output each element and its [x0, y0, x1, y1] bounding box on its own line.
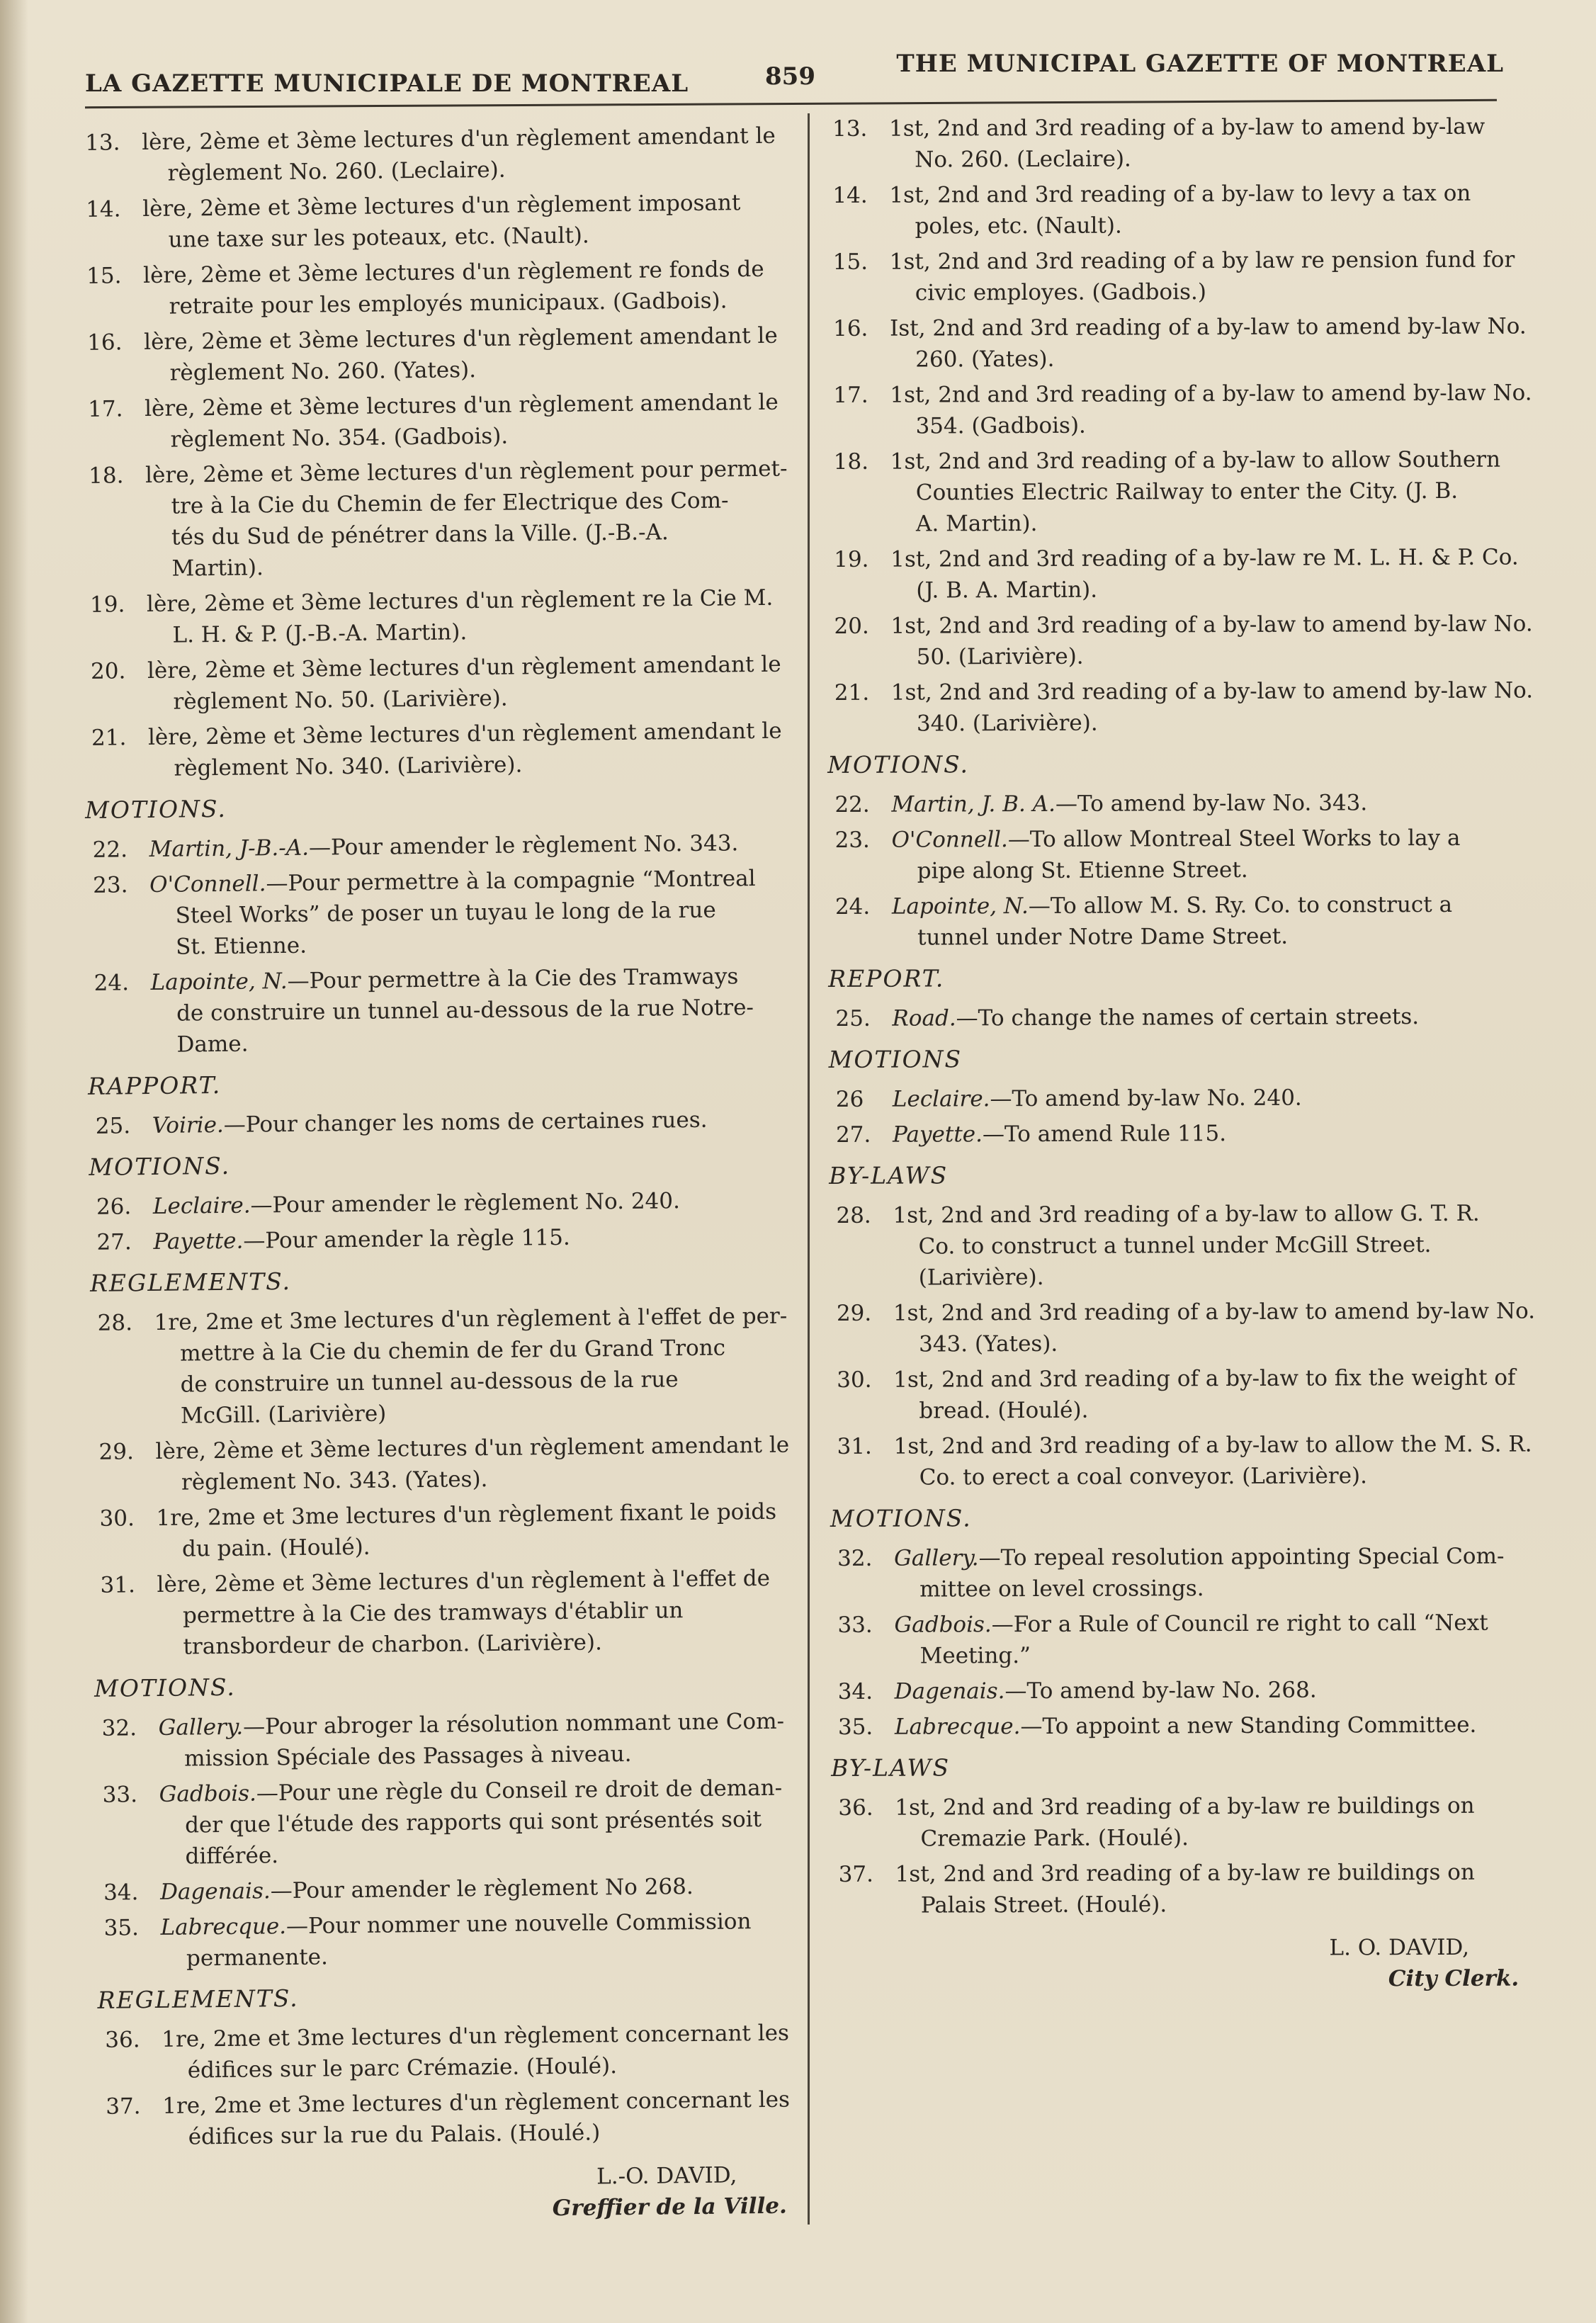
item-text — [893, 1295, 1538, 1360]
item-first-line: —Pour permettre à la Cie des Tramways — [287, 963, 739, 994]
item-text — [147, 582, 792, 651]
item-number: 31. — [100, 1572, 136, 1598]
item-text — [156, 1496, 801, 1565]
item-number: 26. — [96, 1194, 132, 1220]
item-first-line: lère, 2ème et 3ème lectures d'un règlement amendant le — [147, 718, 782, 751]
item-continuation-line: A. Martin). — [915, 510, 1038, 537]
item-continuation-line: 50. (Larivière). — [916, 643, 1084, 670]
section-heading-reglements: REGLEMENTS. — [97, 1984, 299, 2014]
item-continuation-line: civic employes. (Gadbois.) — [915, 279, 1206, 306]
item-first-line: 1re, 2me et 3me lectures d'un règlement concernant les — [162, 2086, 791, 2119]
mover-name: Gallery. — [158, 1714, 244, 1741]
item-first-line: 1re, 2me et 3me lectures d'un règlement fixant le poids — [156, 1498, 777, 1531]
item-continuation-line: Co. to construct a tunnel under McGill Street. — [918, 1232, 1432, 1260]
item-number: 18. — [833, 448, 869, 475]
item-number: 32. — [101, 1715, 137, 1741]
item-text — [895, 1856, 1540, 1921]
agenda-item — [79, 187, 788, 256]
item-first-line: —Pour amender le règlement No 268. — [270, 1874, 694, 1904]
item-number: 27. — [835, 1121, 871, 1148]
item-text — [894, 1540, 1539, 1605]
agenda-item — [829, 1082, 1537, 1115]
agenda-item — [83, 582, 792, 651]
item-text — [889, 111, 1534, 176]
agenda-item — [832, 1856, 1540, 1921]
item-text — [890, 378, 1534, 442]
item-first-line: —Pour permettre à la compagnie “Montreal — [266, 866, 756, 897]
item-text — [889, 178, 1534, 242]
mover-name: Martin, J-B.-A. — [149, 835, 310, 863]
item-first-line: 1re, 2me et 3me lectures d'un règlement à l'effet de per- — [154, 1303, 788, 1335]
item-text — [149, 862, 795, 963]
item-text — [894, 1607, 1539, 1671]
item-text — [893, 1198, 1537, 1294]
item-first-line: —Pour abroger la résolution nommant une Com- — [242, 1708, 785, 1740]
item-number: 15. — [86, 263, 122, 289]
agenda-item — [98, 2017, 807, 2086]
agenda-item — [84, 715, 793, 784]
item-number: 17. — [833, 382, 868, 408]
agenda-item — [95, 1772, 804, 1872]
signature-name: L.-O. DAVID, — [596, 2162, 737, 2190]
agenda-item — [81, 387, 790, 456]
item-text — [890, 444, 1535, 540]
item-number: 28. — [836, 1202, 871, 1228]
item-number: 14. — [86, 196, 121, 222]
item-continuation-line: 343. (Yates). — [919, 1330, 1058, 1357]
item-text — [890, 609, 1535, 673]
agenda-item — [78, 120, 787, 190]
agenda-item — [89, 1184, 798, 1222]
item-continuation-line: Counties Electric Railway to enter the City. (J. B. — [915, 477, 1459, 506]
binding-shadow — [0, 0, 28, 2323]
item-text — [142, 187, 788, 256]
agenda-item — [79, 254, 788, 323]
item-continuation-line: Dame. — [176, 1031, 249, 1058]
section-heading-motions: MOTIONS — [828, 1045, 963, 1073]
item-first-line: lère, 2ème et 3ème lectures d'un règlement imposant — [142, 190, 741, 222]
page-header — [85, 43, 1504, 99]
item-text — [145, 387, 790, 456]
item-number: 23. — [93, 872, 128, 898]
item-continuation-line: règlement No. 343. (Yates). — [181, 1466, 488, 1496]
agenda-item — [84, 648, 793, 718]
item-first-line: —To repeal resolution appointing Special Com- — [978, 1543, 1505, 1571]
item-number: 33. — [102, 1782, 138, 1808]
item-number: 25. — [835, 1005, 871, 1031]
item-first-line: —Pour une règle du Conseil re droit de deman- — [256, 1775, 783, 1807]
item-number: 21. — [91, 725, 127, 751]
mover-name: Dagenais. — [894, 1678, 1005, 1705]
item-continuation-line: (J. B. A. Martin). — [916, 577, 1098, 604]
item-first-line: —Pour changer les noms de certaines rues. — [223, 1107, 708, 1138]
item-first-line: 1st, 2nd and 3rd reading of a by-law to allow Southern — [890, 446, 1501, 475]
item-first-line: —For a Rule of Council re right to call “Next — [991, 1610, 1488, 1638]
section-heading-motions: MOTIONS. — [94, 1673, 237, 1702]
item-first-line: 1st, 2nd and 3rd reading of a by-law to allow G. T. R. — [893, 1200, 1480, 1228]
agenda-item — [825, 178, 1534, 242]
item-text — [890, 244, 1534, 309]
item-continuation-line: poles, etc. (Nault). — [915, 213, 1122, 239]
item-number: 20. — [90, 658, 126, 684]
item-number: 31. — [837, 1433, 872, 1459]
item-first-line: Ist, 2nd and 3rd reading of a by-law to amend by-law No. — [889, 313, 1527, 341]
agenda-item — [827, 609, 1535, 673]
item-first-line: 1st, 2nd and 3rd reading of a by-law to allow the M. S. R. — [893, 1431, 1532, 1459]
item-continuation-line: tunnel under Notre Dame Street. — [917, 923, 1289, 951]
item-text — [162, 2084, 808, 2153]
item-text — [893, 1082, 1537, 1115]
mover-name: Voirie. — [152, 1112, 225, 1138]
item-continuation-line: de construire un tunnel au-dessous de la rue Notre- — [176, 995, 754, 1027]
agenda-item — [94, 1705, 803, 1775]
mover-name: O'Connell. — [891, 827, 1008, 853]
agenda-item — [89, 1103, 797, 1141]
header-french-title: LA GAZETTE MUNICIPALE DE MONTREAL — [85, 69, 689, 98]
item-text — [893, 1362, 1538, 1426]
agenda-item — [830, 1540, 1539, 1605]
agenda-item — [826, 244, 1534, 309]
item-number: 36. — [838, 1794, 873, 1821]
item-text — [143, 254, 788, 323]
item-continuation-line: règlement No. 260. (Yates). — [169, 357, 477, 386]
item-first-line: —Pour amender le règlement No. 343. — [308, 830, 739, 861]
item-continuation-line: du pain. (Houlé). — [181, 1534, 370, 1562]
item-continuation-line: édifices sur la rue du Palais. (Houlé.) — [188, 2120, 601, 2150]
agenda-item — [830, 1295, 1538, 1360]
item-text — [147, 648, 793, 718]
item-number: 34. — [837, 1678, 873, 1705]
agenda-item — [96, 1870, 805, 1908]
item-continuation-line: Palais Street. (Houlé). — [920, 1892, 1167, 1918]
item-text — [153, 1219, 798, 1257]
item-first-line: lère, 2ème et 3ème lectures d'un règlement re la Cie M. — [146, 584, 774, 618]
item-first-line: —To allow M. S. Ry. Co. to construct a — [1028, 891, 1453, 920]
item-continuation-line: (Larivière). — [918, 1264, 1044, 1291]
agenda-item — [831, 1709, 1539, 1742]
item-continuation-line: édifices sur le parc Crémazie. (Houlé). — [187, 2053, 618, 2084]
item-number: 30. — [99, 1505, 135, 1532]
agenda-item — [831, 1673, 1539, 1707]
item-continuation-line: St. Etienne. — [175, 932, 307, 960]
item-text — [893, 1117, 1537, 1151]
item-first-line: —To change the names of certain streets. — [956, 1004, 1420, 1031]
item-first-line: 1st, 2nd and 3rd reading of a by-law to levy a tax on — [889, 180, 1471, 208]
mover-name: Gadbois. — [894, 1612, 992, 1638]
french-column — [78, 120, 808, 2229]
mover-name: Road. — [892, 1005, 956, 1031]
item-first-line: —To amend by-law No. 240. — [990, 1085, 1302, 1112]
item-number: 21. — [834, 679, 870, 706]
item-number: 32. — [837, 1545, 873, 1571]
item-number: 24. — [834, 893, 871, 920]
section-heading-motions: MOTIONS. — [89, 1151, 231, 1181]
item-text — [158, 1705, 803, 1775]
item-number: 29. — [98, 1439, 135, 1465]
agenda-item — [830, 1428, 1538, 1493]
item-continuation-line: mettre à la Cie du chemin de fer du Grand Tronc — [179, 1335, 726, 1367]
item-text — [154, 1300, 800, 1432]
item-text — [895, 1790, 1539, 1854]
item-text — [160, 1870, 805, 1908]
item-first-line: —To allow Montreal Steel Works to lay a — [1007, 825, 1461, 853]
mover-name: Gadbois. — [159, 1780, 257, 1807]
item-first-line: —To amend by-law No. 268. — [1004, 1677, 1317, 1705]
mover-name: Lapointe, N. — [891, 893, 1029, 920]
item-continuation-line: permettre à la Cie des tramways d'établir un — [182, 1598, 684, 1629]
item-number: 22. — [92, 837, 128, 863]
item-number: 25. — [95, 1113, 131, 1139]
item-first-line: lère, 2ème et 3ème lectures d'un règlement pour permet- — [145, 456, 788, 489]
signature-title: City Clerk. — [1388, 1965, 1519, 1992]
item-continuation-line: de construire un tunnel au-dessous de la rue — [180, 1367, 679, 1398]
item-continuation-line: règlement No. 50. (Larivière). — [173, 685, 508, 715]
item-continuation-line: L. H. & P. (J.-B.-A. Martin). — [172, 619, 468, 648]
item-number: 36. — [105, 2027, 140, 2053]
item-number: 28. — [97, 1310, 133, 1336]
item-continuation-line: une taxe sur les poteaux, etc. (Nault). — [168, 222, 589, 253]
signature-title: Greffier de la Ville. — [552, 2193, 787, 2222]
section-heading-motions: MOTIONS. — [827, 750, 970, 779]
agenda-item — [86, 960, 796, 1061]
section-heading-bylaws: BY-LAWS — [831, 1753, 951, 1782]
item-text — [153, 1184, 798, 1222]
item-number: 22. — [834, 791, 870, 818]
item-first-line: lère, 2ème et 3ème lectures d'un règlement amendant le — [142, 123, 776, 156]
item-first-line: lère, 2ème et 3ème lectures d'un règlement amendant le — [144, 389, 779, 422]
item-text — [148, 715, 793, 784]
agenda-item — [829, 1198, 1537, 1294]
item-first-line: lère, 2ème et 3ème lectures d'un règlement amendant le — [147, 651, 781, 684]
mover-name: Leclaire. — [892, 1086, 990, 1112]
agenda-item — [98, 2084, 808, 2153]
item-first-line: —Pour amender le règlement No. 240. — [250, 1188, 681, 1219]
item-text — [159, 1772, 804, 1872]
section-heading-bylaws: BY-LAWS — [829, 1161, 949, 1189]
item-continuation-line: Cremazie Park. (Houlé). — [920, 1825, 1189, 1852]
item-continuation-line: 260. (Yates). — [915, 346, 1055, 373]
item-first-line: —Pour amender la règle 115. — [243, 1224, 570, 1254]
header-english-title: THE MUNICIPAL GAZETTE OF MONTREAL — [896, 50, 1504, 78]
agenda-item — [827, 675, 1536, 740]
agenda-item — [89, 1219, 798, 1257]
mover-name: Lapointe, N. — [150, 968, 288, 995]
item-number: 19. — [89, 592, 125, 618]
agenda-item — [827, 787, 1536, 820]
item-first-line: 1st, 2nd and 3rd reading of a by-law to amend by-law — [889, 113, 1485, 142]
item-number: 35. — [103, 1915, 140, 1941]
item-text — [152, 1103, 797, 1141]
item-text — [895, 1709, 1539, 1742]
item-number: 29. — [836, 1300, 872, 1326]
item-number: 37. — [838, 1861, 874, 1887]
item-text — [891, 675, 1536, 740]
agenda-item — [92, 1496, 801, 1565]
agenda-item — [829, 1117, 1537, 1151]
agenda-item — [86, 862, 795, 963]
item-continuation-line: 340. (Larivière). — [916, 710, 1098, 737]
item-continuation-line: transbordeur de charbon. (Larivière). — [183, 1629, 603, 1660]
item-first-line: —To appoint a new Standing Committee. — [1020, 1712, 1477, 1740]
item-number: 33. — [837, 1612, 873, 1638]
item-first-line: 1st, 2nd and 3rd reading of a by-law to amend by-law No. — [890, 611, 1533, 639]
agenda-item — [826, 311, 1534, 375]
item-number: 19. — [834, 546, 869, 572]
mover-name: Dagenais. — [159, 1878, 271, 1905]
mover-name: Payette. — [153, 1228, 244, 1255]
item-continuation-line: Martin). — [171, 555, 264, 582]
item-number: 30. — [837, 1367, 872, 1393]
agenda-item — [825, 111, 1534, 176]
item-first-line: 1st, 2nd and 3rd reading of a by-law to amend by-law No. — [890, 380, 1532, 408]
item-continuation-line: bread. (Houlé). — [919, 1397, 1089, 1424]
signature-block — [99, 2159, 808, 2228]
column-divider — [808, 113, 810, 2225]
mover-name: Payette. — [892, 1121, 983, 1148]
item-continuation-line: 354. (Gadbois). — [915, 412, 1086, 439]
agenda-item — [827, 444, 1535, 540]
section-heading-reglements: REGLEMENTS. — [89, 1267, 292, 1297]
mover-name: Gallery. — [894, 1545, 979, 1571]
mover-name: O'Connell. — [149, 871, 266, 898]
section-heading-motions: MOTIONS. — [84, 794, 227, 824]
item-number: 34. — [103, 1880, 139, 1906]
item-number: 16. — [832, 315, 868, 341]
item-first-line: 1st, 2nd and 3rd reading of a by-law re buildings on — [895, 1859, 1475, 1887]
item-first-line: —Pour nommer une nouvelle Commission — [285, 1909, 752, 1940]
item-continuation-line: No. 260. (Leclaire). — [915, 146, 1131, 173]
header-rule — [85, 99, 1497, 108]
english-column — [825, 111, 1540, 1996]
item-number: 26 — [835, 1086, 864, 1112]
item-first-line: lère, 2ème et 3ème lectures d'un règlement re fonds de — [143, 256, 764, 289]
agenda-item — [828, 1001, 1536, 1034]
item-text — [142, 120, 787, 190]
agenda-item — [80, 320, 789, 390]
agenda-item — [828, 889, 1536, 954]
mover-name: Leclaire. — [152, 1192, 251, 1219]
item-number: 14. — [832, 182, 868, 208]
item-first-line: —To amend Rule 115. — [982, 1121, 1227, 1148]
agenda-item — [830, 1607, 1539, 1671]
item-text — [145, 453, 791, 585]
signature-name: L. O. DAVID, — [1329, 1934, 1470, 1961]
section-heading-rapport: RAPPORT. — [87, 1070, 222, 1100]
item-number: 13. — [85, 130, 120, 156]
item-first-line: 1st, 2nd and 3rd reading of a by law re pension fund for — [889, 247, 1515, 275]
item-text — [150, 960, 796, 1061]
agenda-item — [830, 1362, 1538, 1426]
mover-name: Labrecque. — [160, 1914, 287, 1940]
agenda-item — [90, 1300, 800, 1432]
item-continuation-line: pipe along St. Etienne Street. — [917, 857, 1248, 884]
item-first-line: 1st, 2nd and 3rd reading of a by-law to amend by-law No. — [893, 1298, 1536, 1326]
item-first-line: 1st, 2nd and 3rd reading of a by-law re M. L. H. & P. Co. — [890, 544, 1519, 572]
item-text — [892, 823, 1536, 887]
item-first-line: lère, 2ème et 3ème lectures d'un règlement amendant le — [143, 322, 778, 356]
item-continuation-line: permanente. — [186, 1944, 329, 1972]
agenda-item — [828, 823, 1536, 887]
section-heading-motions: MOTIONS. — [830, 1504, 972, 1532]
mover-name: Martin, J. B. A. — [891, 791, 1056, 818]
item-continuation-line: règlement No. 354. (Gadbois). — [170, 423, 509, 453]
item-continuation-line: mittee on level crossings. — [919, 1576, 1204, 1603]
item-continuation-line: mission Spéciale des Passages à niveau. — [183, 1741, 632, 1772]
item-text — [160, 1905, 805, 1974]
item-text — [893, 1428, 1538, 1493]
item-continuation-line: Co. to erect a coal conveyor. (Larivière). — [919, 1463, 1368, 1491]
section-heading-report: REPORT. — [828, 964, 945, 993]
item-first-line: 1st, 2nd and 3rd reading of a by-law to fix the weight of — [893, 1364, 1516, 1393]
item-continuation-line: Steel Works” de poser un tuyau le long de la rue — [175, 897, 716, 929]
item-number: 17. — [87, 396, 123, 422]
item-first-line: lère, 2ème et 3ème lectures d'un règlement amendant le — [155, 1432, 790, 1464]
item-continuation-line: règlement No. 260. (Leclaire). — [167, 157, 506, 186]
mover-name: Labrecque. — [894, 1714, 1021, 1740]
signature-block — [832, 1931, 1540, 1996]
item-continuation-line: différée. — [185, 1843, 279, 1870]
item-first-line: 1st, 2nd and 3rd reading of a by-law to amend by-law No. — [890, 677, 1534, 706]
item-text — [890, 311, 1534, 375]
item-text — [890, 542, 1535, 606]
agenda-item — [81, 453, 791, 585]
item-text — [162, 2017, 807, 2086]
item-continuation-line: règlement No. 340. (Larivière). — [174, 752, 523, 781]
item-text — [149, 827, 793, 865]
item-number: 13. — [832, 115, 868, 142]
agenda-item — [826, 378, 1534, 442]
item-text — [155, 1429, 800, 1498]
agenda-item — [85, 827, 793, 865]
item-continuation-line: Meeting.” — [919, 1643, 1031, 1669]
item-first-line: 1re, 2me et 3me lectures d'un règlement concernant les — [162, 2020, 790, 2052]
item-text — [144, 320, 789, 390]
item-first-line: —To amend by-law No. 343. — [1055, 790, 1368, 817]
item-number: 15. — [832, 249, 868, 275]
item-continuation-line: McGill. (Larivière) — [180, 1401, 387, 1429]
item-text — [892, 1001, 1536, 1034]
agenda-item — [93, 1562, 802, 1663]
item-number: 24. — [94, 970, 130, 996]
agenda-item — [91, 1429, 800, 1498]
agenda-item — [96, 1905, 805, 1974]
item-text — [891, 787, 1536, 820]
item-first-line: lère, 2ème et 3ème lectures d'un règlement à l'effet de — [157, 1565, 771, 1598]
item-text — [157, 1562, 802, 1663]
item-number: 20. — [834, 613, 869, 639]
item-number: 16. — [86, 329, 123, 356]
item-number: 27. — [96, 1229, 132, 1255]
item-text — [895, 1673, 1539, 1707]
agenda-item — [831, 1790, 1539, 1854]
item-continuation-line: tés du Sud de pénétrer dans la Ville. (J.-B.-A. — [171, 519, 669, 550]
item-first-line: 1st, 2nd and 3rd reading of a by-law re buildings on — [895, 1792, 1475, 1821]
item-number: 37. — [106, 2093, 141, 2120]
item-number: 23. — [834, 827, 870, 853]
item-continuation-line: retraite pour les employés municipaux. (Gadbois). — [169, 288, 728, 320]
item-continuation-line: tre à la Cie du Chemin de fer Electrique des Com- — [171, 487, 729, 519]
page-number: 859 — [765, 62, 815, 91]
item-text — [892, 889, 1536, 954]
item-continuation-line: der que l'étude des rapports qui sont présentés soit — [184, 1807, 762, 1838]
agenda-item — [827, 542, 1535, 606]
item-number: 18. — [88, 463, 124, 489]
item-number: 35. — [837, 1714, 873, 1740]
